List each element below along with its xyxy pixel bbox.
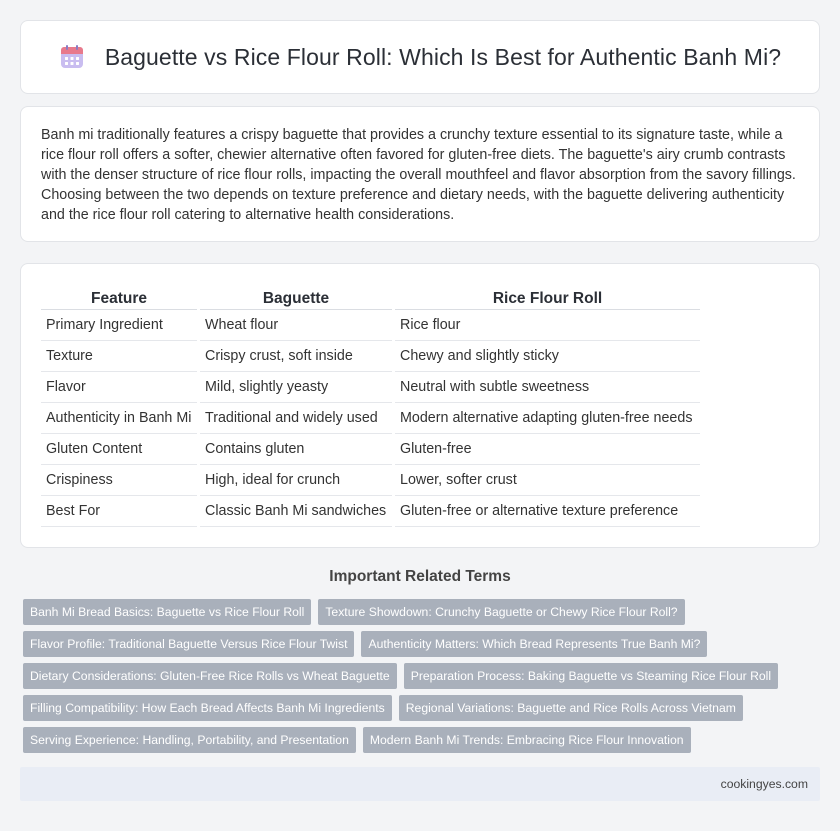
comparison-table: [38, 286, 703, 527]
table-cell: Chewy and slightly sticky: [395, 341, 700, 372]
table-row: [41, 496, 700, 527]
site-credit-link[interactable]: cookingyes.com: [720, 777, 808, 791]
related-term-tag[interactable]: Regional Variations: Baguette and Rice Rolls Across Vietnam: [399, 695, 743, 721]
related-term-tag[interactable]: Flavor Profile: Traditional Baguette Versus Rice Flour Twist: [23, 631, 354, 657]
related-term-tag[interactable]: Authenticity Matters: Which Bread Represents True Banh Mi?: [361, 631, 707, 657]
table-cell: Lower, softer crust: [395, 465, 700, 496]
table-cell: Modern alternative adapting gluten-free needs: [395, 403, 700, 434]
related-term-tag[interactable]: Serving Experience: Handling, Portability, and Presentation: [23, 727, 356, 753]
term-row: [23, 599, 823, 625]
related-term-tag[interactable]: Preparation Process: Baking Baguette vs Steaming Rice Flour Roll: [404, 663, 778, 689]
table-cell: High, ideal for crunch: [200, 465, 392, 496]
table-row: [41, 341, 700, 372]
term-row: [23, 695, 823, 721]
table-cell: Texture: [41, 341, 197, 372]
table-row: [41, 465, 700, 496]
table-cell: Authenticity in Banh Mi: [41, 403, 197, 434]
footer: [20, 767, 820, 801]
table-cell: Crispiness: [41, 465, 197, 496]
term-row: [23, 631, 823, 657]
related-term-tag[interactable]: Modern Banh Mi Trends: Embracing Rice Flour Innovation: [363, 727, 691, 753]
table-cell: Neutral with subtle sweetness: [395, 372, 700, 403]
table-cell: Gluten-free or alternative texture preference: [395, 496, 700, 527]
related-term-tag[interactable]: Banh Mi Bread Basics: Baguette vs Rice Flour Roll: [23, 599, 311, 625]
page-title: Baguette vs Rice Flour Roll: Which Is Best for Authentic Banh Mi?: [104, 43, 782, 70]
table-row: [41, 372, 700, 403]
header-card: [20, 20, 820, 94]
header-baguette: Baguette: [200, 286, 392, 310]
intro-paragraph: Banh mi traditionally features a crispy baguette that provides a crunchy texture essential to its signature taste, while a rice flour roll offers a softer, chewier alternative often favored for gluten-free diets. The baguette's airy crumb contrasts with the denser structure of rice flour rolls, impacting the overall mouthfeel and flavor absorption from the savory fillings. Choosing between the two depends on texture preference and dietary needs, with the baguette delivering authenticity and the rice flour roll catering to alternative health considerations.: [41, 127, 796, 223]
table-cell: Best For: [41, 496, 197, 527]
table-cell: Rice flour: [395, 310, 700, 341]
table-cell: Mild, slightly yeasty: [200, 372, 392, 403]
related-terms-title: Important Related Terms: [329, 568, 511, 585]
table-cell: Gluten-free: [395, 434, 700, 465]
table-cell: Crispy crust, soft inside: [200, 341, 392, 372]
intro-card: [20, 106, 820, 242]
table-row: [41, 403, 700, 434]
related-term-tag[interactable]: Dietary Considerations: Gluten-Free Rice Rolls vs Wheat Baguette: [23, 663, 397, 689]
comparison-card: [20, 263, 820, 548]
header-feature: Feature: [41, 286, 197, 310]
related-term-tag[interactable]: Texture Showdown: Crunchy Baguette or Chewy Rice Flour Roll?: [318, 599, 684, 625]
table-cell: Flavor: [41, 372, 197, 403]
related-term-tag[interactable]: Filling Compatibility: How Each Bread Affects Banh Mi Ingredients: [23, 695, 392, 721]
calendar-icon: [59, 44, 85, 70]
term-row: [23, 663, 823, 689]
table-cell: Contains gluten: [200, 434, 392, 465]
table-row: [41, 310, 700, 341]
table-cell: Traditional and widely used: [200, 403, 392, 434]
table-cell: Classic Banh Mi sandwiches: [200, 496, 392, 527]
related-terms-list: [23, 599, 823, 759]
header-rice-flour-roll: Rice Flour Roll: [395, 286, 700, 310]
table-cell: Wheat flour: [200, 310, 392, 341]
table-row: [41, 434, 700, 465]
term-row: [23, 727, 823, 753]
table-cell: Gluten Content: [41, 434, 197, 465]
table-cell: Primary Ingredient: [41, 310, 197, 341]
table-header-row: [41, 286, 700, 310]
